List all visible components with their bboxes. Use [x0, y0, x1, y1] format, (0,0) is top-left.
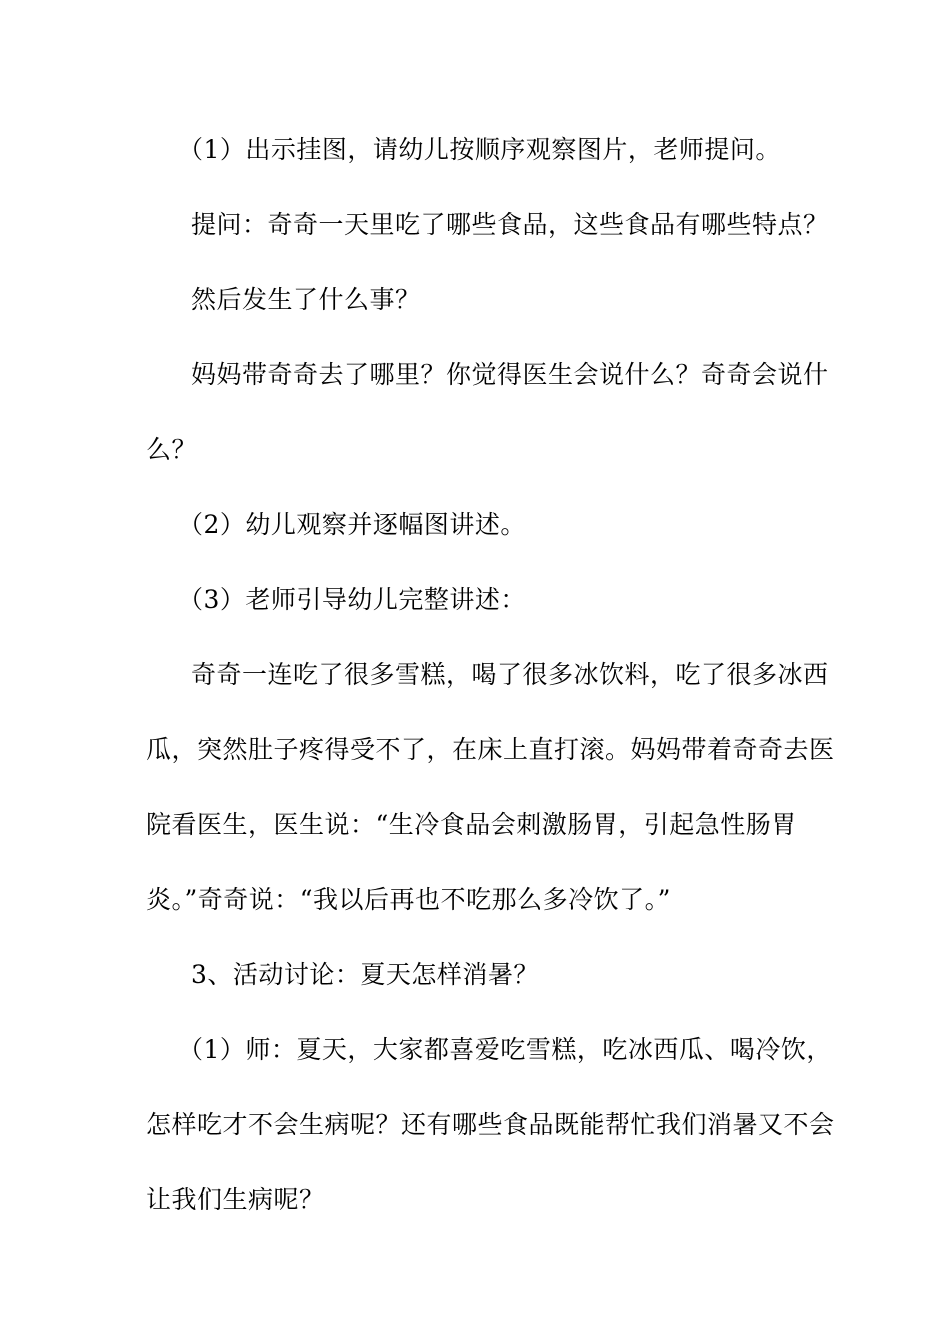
paragraph-2-line-1: 提问：奇奇一天里吃了哪些食品，这些食品有哪些特点？ [191, 210, 829, 239]
paragraph-7-line-3: 院看医生，医生说：“生冷食品会刺激肠胃，引起急性肠胃 [146, 810, 797, 839]
paragraph-7-line-4: 炎。”奇奇说：“我以后再也不吃那么多冷饮了。” [146, 885, 671, 914]
paragraph-7-line-2: 瓜，突然肚子疼得受不了，在床上直打滚。妈妈带着奇奇去医 [146, 735, 835, 764]
paragraph-1-line-1: （1）出示挂图，请幼儿按顺序观察图片，老师提问。 [178, 135, 781, 164]
paragraph-9-line-3: 让我们生病呢？ [146, 1185, 325, 1214]
paragraph-8-line-1: 3、活动讨论：夏天怎样消暑？ [191, 960, 539, 989]
paragraph-4-line-2: 么？ [146, 435, 198, 464]
paragraph-9-line-2: 怎样吃才不会生病呢？还有哪些食品既能帮忙我们消暑又不会 [146, 1110, 835, 1139]
paragraph-9-line-1: （1）师：夏天，大家都喜爱吃雪糕，吃冰西瓜、喝冷饮， [178, 1035, 832, 1064]
paragraph-7-line-1: 奇奇一连吃了很多雪糕，喝了很多冰饮料，吃了很多冰西 [191, 660, 829, 689]
paragraph-6-line-1: （3）老师引导幼儿完整讲述： [178, 585, 526, 614]
paragraph-4-line-1: 妈妈带奇奇去了哪里？你觉得医生会说什么？奇奇会说什 [191, 360, 829, 389]
paragraph-5-line-1: （2）幼儿观察并逐幅图讲述。 [178, 510, 526, 539]
paragraph-3-line-1: 然后发生了什么事？ [191, 285, 421, 314]
